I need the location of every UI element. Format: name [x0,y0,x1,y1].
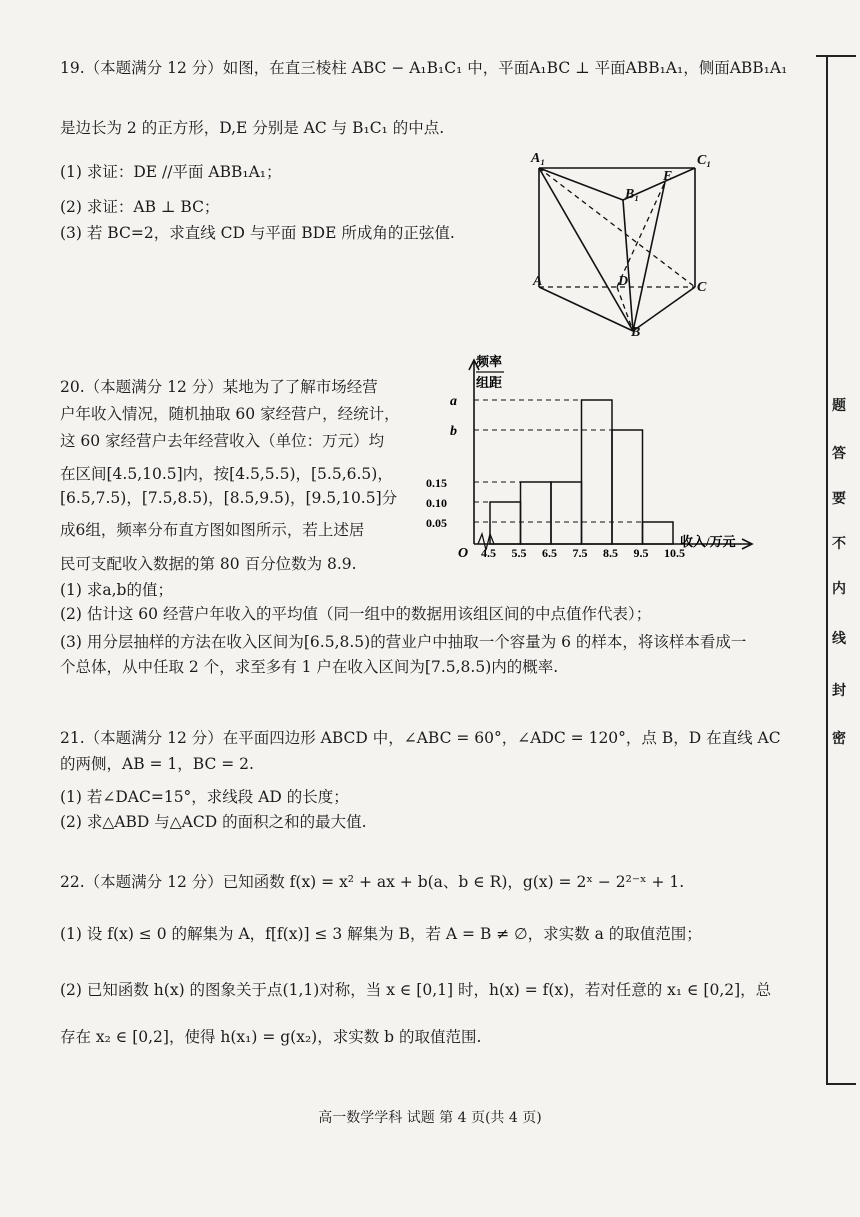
hist-bar-0 [490,502,521,544]
q20-stem-line5: [6.5,7.5)，[7.5,8.5)，[8.5,9.5)，[9.5,10.5]分 [60,489,398,507]
q22-part1: (1) 设 f(x) ≤ 0 的解集为 A，f[f(x)] ≤ 3 解集为 B，若 A = B ≠ ∅，求实数 a 的取值范围； [60,925,702,943]
q20-stem-line6: 成6组，频率分布直方图如图所示，若上述居 [60,521,365,539]
q19-part1: (1) 求证：DE //平面 ABB₁A₁； [60,163,282,181]
label-B: B [631,325,641,338]
binding-line-top [816,55,856,57]
hist-bar-1 [521,482,552,544]
binding-line-bottom [826,1083,856,1085]
seal-char-6: 线 [832,631,846,647]
q20-stem-line3: 这 60 家经营户去年经营收入（单位：万元）均 [60,432,385,450]
q19-stem-line1: 19.（本题满分 12 分）如图，在直三棱柱 ABC − A₁B₁C₁ 中，平面A₁BC ⊥ 平面ABB₁A₁，侧面ABB₁A₁ [60,59,788,77]
x-tick-label-1: 5.5 [511,546,527,557]
q22-part2-line2: 存在 x₂ ∈ [0,2]，使得 h(x₁) = g(x₂)，求实数 b 的取值范围. [60,1028,482,1046]
hist-ylabel-top: 频率 [476,354,503,369]
hist-ylabel-bottom: 组距 [476,375,503,390]
label-A1: A₁ [531,151,546,166]
binding-line [826,55,828,1085]
q20-part3-line1: (3) 用分层抽样的方法在收入区间为[6.5,8.5)的营业户中抽取一个容量为 6 的样本，将该样本看成一 [60,633,747,651]
label-D: D [618,274,629,289]
seal-char-4: 不 [832,536,846,552]
q22-part2-line1: (2) 已知函数 h(x) 的图象关于点(1,1)对称，当 x ∈ [0,1] 时，h(x) = f(x)，若对任意的 x₁ ∈ [0,2]，总 [60,981,772,999]
x-tick-label-0: 4.5 [481,546,496,557]
hist-bar-4 [612,430,643,544]
seal-char-2: 答 [832,446,846,462]
x-tick-label-3: 7.5 [572,546,588,557]
hist-bar-5 [643,522,674,544]
q21-stem-line1: 21.（本题满分 12 分）在平面四边形 ABCD 中，∠ABC = 60°，∠ADC = 120°，点 B，D 在直线 AC [60,729,781,747]
x-tick-label-6: 10.5 [664,546,685,557]
q20-stem-line4: 在区间[4.5,10.5]内，按[4.5,5.5)，[5.5,6.5)， [60,465,393,483]
label-C1: C₁ [697,153,712,168]
y-tick-label-1: b [450,424,457,439]
page-footer: 高一数学学科 试题 第 4 页(共 4 页) [318,1110,542,1126]
q22-stem: 22.（本题满分 12 分）已知函数 f(x) = x² + ax + b(a、b ∈ R)，g(x) = 2ˣ − 2²⁻ˣ + 1. [60,873,685,891]
q21-part2: (2) 求△ABD 与△ACD 的面积之和的最大值. [60,813,367,831]
frequency-histogram [420,352,760,557]
hist-bar-2 [551,482,582,544]
seal-char-8: 密 [832,731,846,747]
q20-stem-line1: 20.（本题满分 12 分）某地为了了解市场经营 [60,378,378,396]
seal-char-5: 内 [832,581,846,597]
seal-char-3: 要 [832,491,846,507]
q20-stem-line2: 户年收入情况，随机抽取 60 家经营户，经统计， [60,405,400,423]
label-C: C [697,280,707,295]
label-A: A [533,274,543,289]
x-tick-label-5: 9.5 [633,546,649,557]
seal-char-7: 封 [832,683,846,699]
q19-stem-line2: 是边长为 2 的正方形，D,E 分别是 AC 与 B₁C₁ 的中点. [60,119,445,137]
q19-part3: (3) 若 BC=2，求直线 CD 与平面 BDE 所成角的正弦值. [60,224,455,242]
q19-part2: (2) 求证：AB ⊥ BC； [60,198,220,216]
x-tick-label-4: 8.5 [603,546,618,557]
q21-part1: (1) 若∠DAC=15°，求线段 AD 的长度； [60,788,349,806]
q20-stem-line7: 民可支配收入数据的第 80 百分位数为 8.9. [60,555,357,573]
y-tick-label-3: 0.10 [426,496,447,510]
label-E: E [663,169,673,184]
q20-part3-line2: 个总体，从中任取 2 个，求至多有 1 户在收入区间为[7.5,8.5)内的概率. [60,658,559,676]
seal-char-1: 题 [832,398,846,414]
label-B1: B₁ [625,187,640,202]
q20-part2: (2) 估计这 60 经营户年收入的平均值（同一组中的数据用该组区间的中点值作代表）； [60,605,652,623]
q21-stem-line2: 的两侧，AB = 1，BC = 2. [60,755,254,773]
hist-xlabel: 收入/万元 [680,534,736,549]
q20-part1: (1) 求a,b的值； [60,581,173,599]
y-tick-label-4: 0.05 [426,516,447,530]
x-tick-label-2: 6.5 [542,546,557,557]
y-tick-label-2: 0.15 [426,476,447,490]
hist-origin: O [458,546,469,557]
y-tick-label-0: a [450,394,457,409]
prism-figure [527,148,727,338]
